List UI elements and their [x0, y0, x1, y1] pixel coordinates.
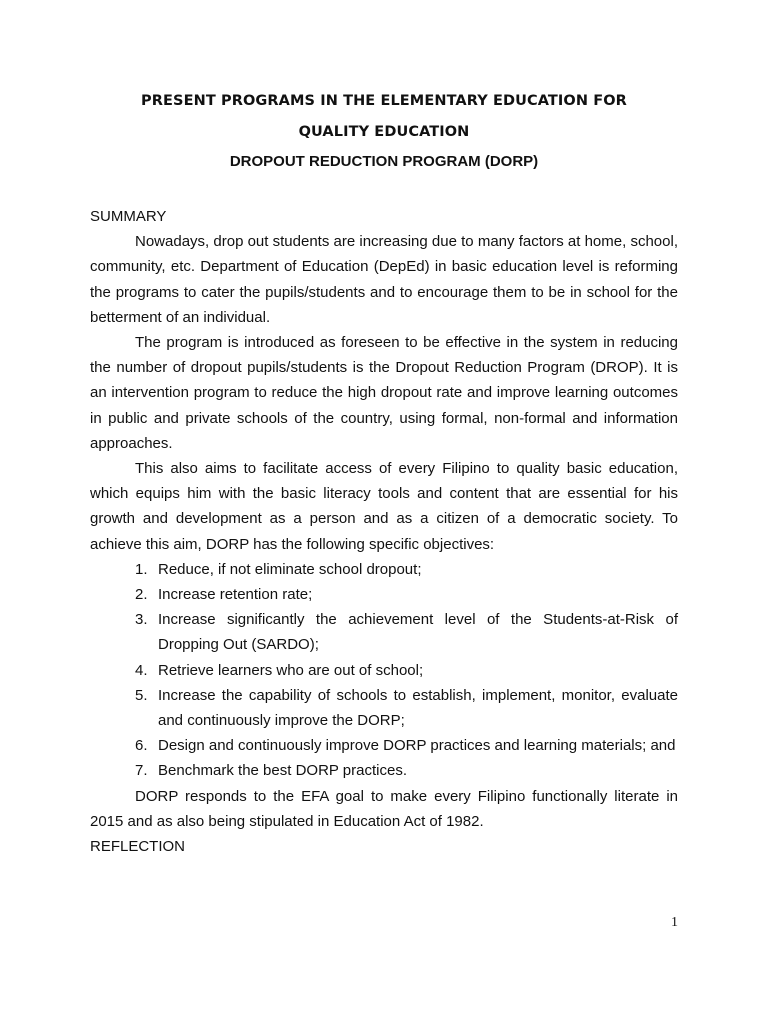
objective-number: 3.: [135, 611, 148, 629]
objective-item: [90, 758, 678, 783]
objective-number: 2.: [135, 586, 148, 604]
objective-item: [90, 683, 678, 733]
summary-heading: SUMMARY: [90, 208, 167, 225]
closing-paragraph: DORP responds to the EFA goal to make every Filipino functionally literate in 2015 and as also being stipulated in Education Act of 1982.: [90, 787, 678, 830]
summary-paragraph-3: This also aims to facilitate access of every Filipino to quality basic education, which equips him with the basic literacy tools and content that are essential for his growth and development as a person and as a citizen of a democratic society. To achieve this aim, DORP has the following specific objectives:: [90, 460, 678, 553]
objective-item: [90, 557, 678, 582]
document-title-line-1: PRESENT PROGRAMS IN THE ELEMENTARY EDUCATION FOR: [141, 93, 627, 109]
objectives-list: [90, 557, 678, 784]
objective-number: 6.: [135, 737, 148, 755]
objective-text: Benchmark the best DORP practices.: [158, 762, 407, 780]
objective-text: Retrieve learners who are out of school;: [158, 661, 424, 679]
objective-number: 4.: [135, 661, 148, 679]
summary-paragraph-1: Nowadays, drop out students are increasing due to many factors at home, school, community, etc. Department of Education (DepEd) in basic education level is reforming the programs to cater the pupils/students and to encourage them to be in school for the betterment of an individual.: [90, 233, 678, 326]
objective-number: 7.: [135, 762, 148, 780]
summary-paragraph-2: The program is introduced as foreseen to be effective in the system in reducing the number of dropout pupils/students is the Dropout Reduction Program (DROP). It is an intervention program to reduce the high dropout rate and improve learning outcomes in public and private schools of the country, using formal, non-formal and information approaches.: [90, 334, 678, 452]
objective-item: [90, 658, 678, 683]
document-title-line-2: QUALITY EDUCATION: [298, 124, 470, 140]
objective-text: Reduce, if not eliminate school dropout;: [158, 560, 422, 578]
document-subtitle: DROPOUT REDUCTION PROGRAM (DORP): [229, 153, 539, 170]
objective-text: Increase significantly the achievement level of the Students-at-Risk of Dropping Out (SARDO);: [158, 611, 678, 654]
objective-text: Design and continuously improve DORP practices and learning materials; and: [158, 737, 676, 755]
page-number: 1: [671, 915, 678, 930]
objective-item: [90, 582, 678, 607]
objective-item: [90, 607, 678, 657]
objective-number: 1.: [135, 560, 148, 578]
reflection-heading: REFLECTION: [90, 838, 186, 856]
objective-text: Increase the capability of schools to establish, implement, monitor, evaluate and continuously improve the DORP;: [158, 686, 678, 730]
objective-number: 5.: [135, 686, 148, 704]
document-body: [90, 204, 678, 859]
objective-item: [90, 733, 678, 758]
objective-text: Increase retention rate;: [158, 586, 313, 604]
